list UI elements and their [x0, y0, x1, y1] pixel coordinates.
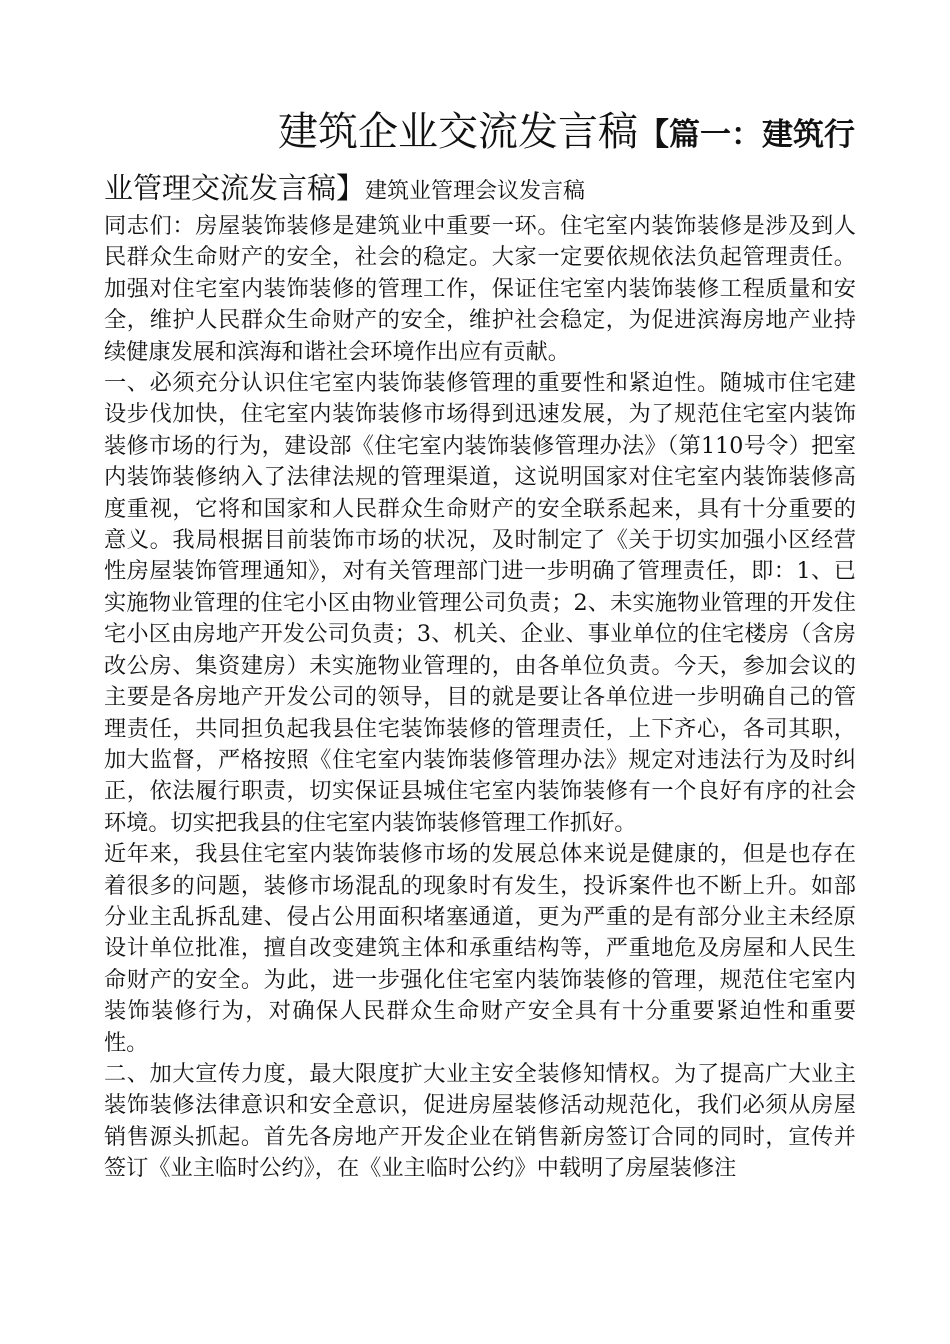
- document-body: [104, 211, 856, 1185]
- title-subtitle-end: 业管理交流发言稿】: [104, 171, 366, 205]
- title-main: 建筑企业交流发言稿: [278, 109, 638, 155]
- paragraph-recent-years: 近年来，我县住宅室内装饰装修市场的发展总体来说是健康的，但是也存在着很多的问题，装修市场混乱的现象时有发生，投诉案件也不断上升。如部分业主乱拆乱建、侵占公用面积堵塞通道，更为严重的是有部分业主未经原设计单位批准，擅自改变建筑主体和承重结构等，严重地危及房屋和人民生命财产的安全。为此，进一步强化住宅室内装饰装修的管理，规范住宅室内装饰装修行为，对确保人民群众生命财产安全具有十分重要紧迫性和重要性。: [104, 841, 856, 1056]
- paragraph-section-one: 一、必须充分认识住宅室内装饰装修管理的重要性和紧迫性。随城市住宅建设步伐加快，住宅室内装饰装修市场得到迅速发展，为了规范住宅室内装饰装修市场的行为，建设部《住宅室内装饰装修管理办法》（第110号令）把室内装饰装修纳入了法律法规的管理渠道，这说明国家对住宅室内装饰装修高度重视，它将和国家和人民群众生命财产的安全联系起来，具有十分重要的意义。我局根据目前装饰市场的状况，及时制定了《关于切实加强小区经营性房屋装饰管理通知》，对有关管理部门进一步明确了管理责任，即：1、已实施物业管理的住宅小区由物业管理公司负责；2、未实施物业管理的开发住宅小区由房地产开发公司负责；3、机关、企业、事业单位的住宅楼房（含房改公房、集资建房）未实施物业管理的，由各单位负责。今天，参加会议的主要是各房地产开发公司的领导，目的就是要让各单位进一步明确自己的管理责任，共同担负起我县住宅装饰装修的管理责任，上下齐心，各司其职，加大监督，严格按照《住宅室内装饰装修管理办法》规定对违法行为及时纠正，依法履行职责，切实保证县城住宅室内装饰装修有一个良好有序的社会环境。切实把我县的住宅室内装饰装修管理工作抓好。: [104, 370, 856, 836]
- title-subtitle-start: 【篇一：建筑行: [638, 117, 855, 153]
- paragraph-greeting: 同志们：房屋装饰装修是建筑业中重要一环。住宅室内装饰装修是涉及到人民群众生命财产的安全，社会的稳定。大家一定要依规依法负起管理责任。加强对住宅室内装饰装修的管理工作，保证住宅室内装饰装修工程质量和安全，维护人民群众生命财产的安全，维护社会稳定，为促进滨海房地产业持续健康发展和滨海和谐社会环境作出应有贡献。: [104, 213, 856, 365]
- document-title: [278, 104, 858, 168]
- title-subtitle-tail: 建筑业管理会议发言稿: [365, 179, 586, 204]
- document-title-continued: [104, 166, 864, 215]
- paragraph-section-two: 二、加大宣传力度，最大限度扩大业主安全装修知情权。为了提高广大业主装饰装修法律意识和安全意识，促进房屋装修活动规范化，我们必须从房屋销售源头抓起。首先各房地产开发企业在销售新房签订合同的同时，宣传并签订《业主临时公约》，在《业主临时公约》中载明了房屋装修注: [104, 1060, 856, 1182]
